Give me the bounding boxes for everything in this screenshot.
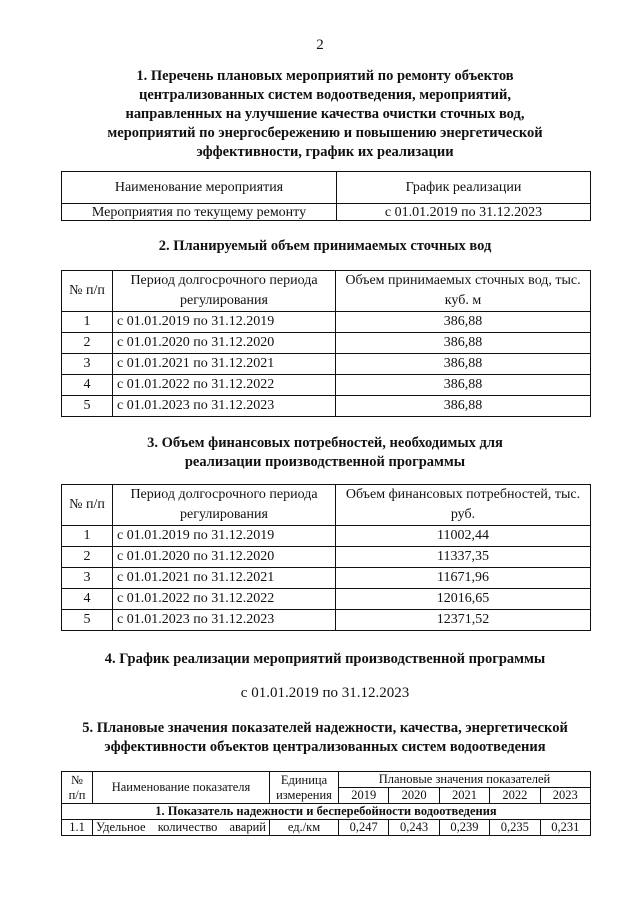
table-row	[62, 589, 591, 610]
table-cell: с 01.01.2021 по 31.12.2021	[113, 568, 336, 589]
table-cell: с 01.01.2019 по 31.12.2023	[337, 204, 591, 221]
col-header-year: 2023	[540, 788, 590, 804]
table-cell: 386,88	[336, 396, 591, 417]
col-header: Наименование мероприятия	[62, 172, 337, 204]
section4-period: с 01.01.2019 по 31.12.2023	[240, 685, 410, 701]
col-header: График реализации	[337, 172, 591, 204]
table-cell: с 01.01.2022 по 31.12.2022	[113, 589, 336, 610]
table-cell: 1	[62, 312, 113, 333]
table-cell: 0,243	[389, 820, 439, 836]
col-header: Период долгосрочного периода регулирования	[113, 485, 336, 526]
section5-heading-line: эффективности объектов централизованных систем водоотведения	[104, 739, 546, 755]
table-cell: с 01.01.2023 по 31.12.2023	[113, 610, 336, 631]
table-row	[62, 204, 591, 221]
table-cell: Мероприятия по текущему ремонту	[62, 204, 337, 221]
table-cell: Удельное количество аварий	[93, 820, 270, 836]
table-cell: с 01.01.2019 по 31.12.2019	[113, 312, 336, 333]
col-header-year: 2019	[339, 788, 389, 804]
table-cell: 386,88	[336, 354, 591, 375]
table-row	[62, 526, 591, 547]
table-cell: 386,88	[336, 312, 591, 333]
col-header: Объем финансовых потребностей, тыс. руб.	[336, 485, 591, 526]
table-cell: 4	[62, 589, 113, 610]
table-header-row	[62, 172, 591, 204]
table-cell: 386,88	[336, 333, 591, 354]
category-label: 1. Показатель надежности и бесперебойности водоотведения	[62, 804, 591, 820]
table-cell: 12016,65	[336, 589, 591, 610]
table-row	[62, 820, 591, 836]
table-cell: 4	[62, 375, 113, 396]
table-cell: 2	[62, 333, 113, 354]
page-number: 2	[316, 37, 324, 53]
section1-heading-line: 1. Перечень плановых мероприятий по ремонту объектов	[136, 68, 514, 84]
table-header-row	[62, 772, 591, 788]
col-header: Период долгосрочного периода регулирования	[113, 271, 336, 312]
activities-table	[61, 171, 591, 221]
table-cell: ед./км	[270, 820, 339, 836]
col-header-plan: Плановые значения показателей	[339, 772, 591, 788]
section1-heading-line: мероприятий по энергосбережению и повышению энергетической	[107, 125, 543, 141]
table-row	[62, 354, 591, 375]
wastewater-volume-table	[61, 270, 591, 417]
indicators-table	[61, 771, 591, 836]
section1-heading	[60, 67, 590, 162]
section5-heading	[60, 719, 590, 757]
table-cell: 2	[62, 547, 113, 568]
table-cell: 1	[62, 526, 113, 547]
col-header-year: 2020	[389, 788, 439, 804]
table-cell: с 01.01.2023 по 31.12.2023	[113, 396, 336, 417]
table-cell: 386,88	[336, 375, 591, 396]
table-row	[62, 547, 591, 568]
col-header: № п/п	[62, 271, 113, 312]
section1-heading-line: направленных на улучшение качества очистки сточных вод,	[125, 106, 525, 122]
col-header-name: Наименование показателя	[93, 772, 270, 804]
table-cell: с 01.01.2020 по 31.12.2020	[113, 547, 336, 568]
table-cell: 0,239	[439, 820, 489, 836]
section2-heading: 2. Планируемый объем принимаемых сточных вод	[158, 238, 492, 254]
col-header: № п/п	[62, 485, 113, 526]
category-row	[62, 804, 591, 820]
table-row	[62, 375, 591, 396]
table-cell: 3	[62, 568, 113, 589]
table-cell: с 01.01.2022 по 31.12.2022	[113, 375, 336, 396]
table-cell: 0,235	[490, 820, 540, 836]
table-row	[62, 333, 591, 354]
financial-needs-table	[61, 484, 591, 631]
table-cell: 12371,52	[336, 610, 591, 631]
table-cell: 0,247	[339, 820, 389, 836]
section3-heading-line: 3. Объем финансовых потребностей, необходимых для	[147, 435, 503, 451]
table-cell: с 01.01.2021 по 31.12.2021	[113, 354, 336, 375]
table-cell: с 01.01.2019 по 31.12.2019	[113, 526, 336, 547]
table-cell: 5	[62, 396, 113, 417]
col-header-year: 2021	[439, 788, 489, 804]
section4-heading: 4. График реализации мероприятий производственной программы	[104, 651, 546, 667]
table-cell: 11671,96	[336, 568, 591, 589]
col-header: Объем принимаемых сточных вод, тыс. куб. м	[336, 271, 591, 312]
table-row	[62, 396, 591, 417]
table-row	[62, 568, 591, 589]
section5-heading-line: 5. Плановые значения показателей надежности, качества, энергетической	[82, 720, 568, 736]
section1-heading-line: эффективности, график их реализации	[196, 144, 454, 160]
table-row	[62, 610, 591, 631]
table-row	[62, 312, 591, 333]
table-cell: 11002,44	[336, 526, 591, 547]
section1-heading-line: централизованных систем водоотведения, мероприятий,	[139, 87, 511, 103]
table-cell: 11337,35	[336, 547, 591, 568]
table-cell: 1.1	[62, 820, 93, 836]
table-cell: 0,231	[540, 820, 590, 836]
table-header-row	[62, 271, 591, 312]
section3-heading-line: реализации производственной программы	[184, 454, 466, 470]
table-cell: с 01.01.2020 по 31.12.2020	[113, 333, 336, 354]
table-cell: 5	[62, 610, 113, 631]
section3-heading	[60, 434, 590, 472]
col-header-unit: Единица измерения	[270, 772, 339, 804]
table-header-row	[62, 485, 591, 526]
col-header-year: 2022	[490, 788, 540, 804]
table-cell: 3	[62, 354, 113, 375]
col-header-number: № п/п	[62, 772, 93, 804]
